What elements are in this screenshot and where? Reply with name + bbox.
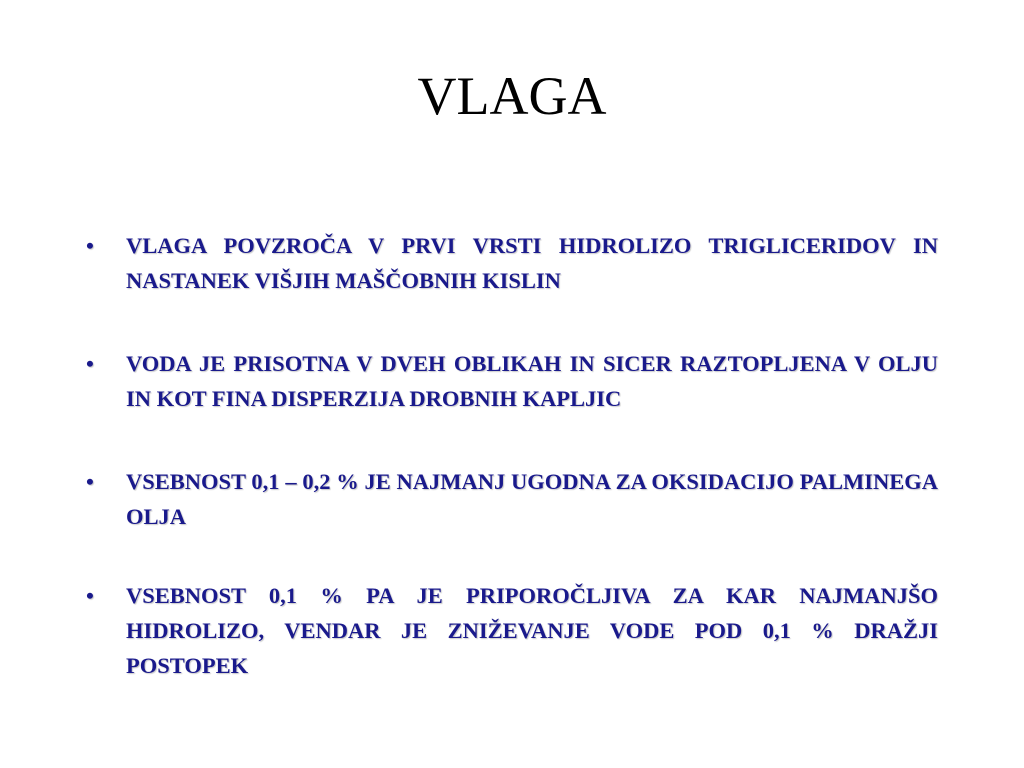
bullet-icon: • — [86, 583, 94, 608]
bullet-text: VSEBNOST 0,1 % PA JE PRIPOROČLJIVA ZA KAR NAJMANJŠO HIDROLIZO, VENDAR JE ZNIŽEVANJE VODE POD 0,1 % DRAŽJI POSTOPEK — [126, 583, 938, 678]
bullet-list — [86, 228, 938, 683]
bullet-text: VSEBNOST 0,1 – 0,2 % JE NAJMANJ UGODNA ZA OKSIDACIJO PALMINEGA OLJA — [126, 469, 938, 529]
bullet-text: VLAGA POVZROČA V PRVI VRSTI HIDROLIZO TRIGLICERIDOV IN NASTANEK VIŠJIH MAŠČOBNIH KISLIN — [126, 233, 938, 293]
bullet-item — [86, 346, 938, 416]
bullet-text: VODA JE PRISOTNA V DVEH OBLIKAH IN SICER RAZTOPLJENA V OLJU IN KOT FINA DISPERZIJA DROBNIH KAPLJIC — [126, 351, 938, 411]
bullet-icon: • — [86, 469, 94, 494]
bullet-icon: • — [86, 351, 94, 376]
bullet-item — [86, 578, 938, 683]
bullet-item — [86, 228, 938, 298]
bullet-icon: • — [86, 233, 94, 258]
bullet-item — [86, 464, 938, 534]
slide-title: VLAGA — [417, 66, 607, 126]
